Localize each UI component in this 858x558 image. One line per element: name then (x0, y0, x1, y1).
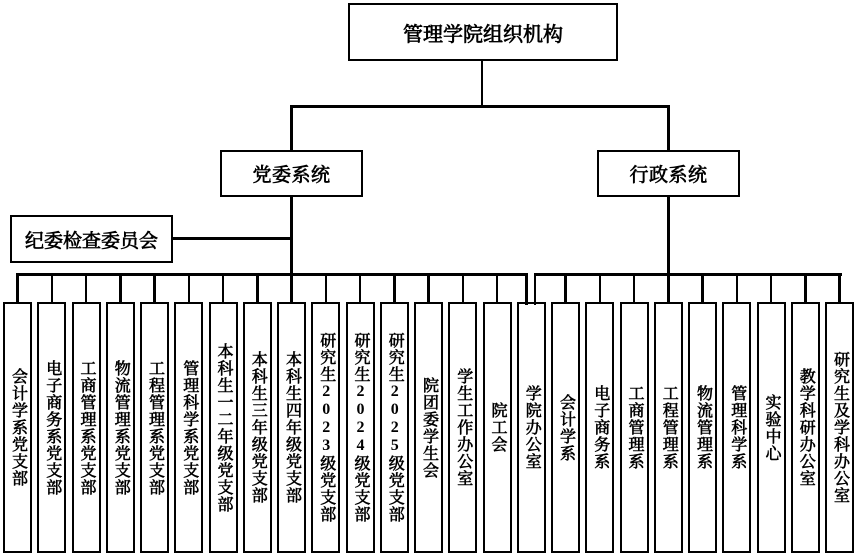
org-root-label: 管理学院组织机构 (403, 23, 563, 46)
connector-leaf-drop (222, 273, 225, 305)
org-unit-label: 研究生2025级党支部 (386, 332, 404, 523)
org-discipline-committee-box (10, 215, 173, 263)
connector-party-upper (290, 105, 293, 151)
org-unit-box-party (448, 302, 477, 553)
connector-leaf-drop (770, 273, 773, 305)
connector-leaf-drop (153, 273, 156, 305)
org-unit-label: 本科生三年级党支部 (249, 351, 267, 504)
connector-leaf-drop (16, 273, 19, 305)
connector-branch-bus (290, 105, 670, 108)
connector-leaf-drop (359, 273, 362, 305)
org-unit-box-party (483, 302, 512, 553)
org-unit-box-party (174, 302, 203, 553)
connector-root-stem (481, 61, 484, 106)
org-unit-box-admin (517, 302, 546, 553)
org-unit-label: 研究生2023级党支部 (317, 332, 335, 523)
org-unit-box-party (140, 302, 169, 553)
org-unit-box-party (106, 302, 135, 553)
org-unit-box-party (380, 302, 409, 553)
org-unit-box-admin (585, 302, 614, 553)
connector-leaf-drop (736, 273, 739, 305)
connector-party-bus-end-drop (525, 273, 528, 305)
connector-admin-upper (667, 105, 670, 151)
connector-leaf-drop (667, 273, 670, 305)
org-unit-label: 电子商务系 (591, 385, 609, 470)
org-unit-box-party (346, 302, 375, 553)
org-unit-label: 管理科学系党支部 (180, 359, 198, 496)
connector-leaf-drop (838, 273, 841, 305)
org-unit-label: 研究生及学科办公室 (831, 351, 849, 504)
connector-party-bus (16, 273, 527, 276)
org-discipline-committee-label: 纪委检查委员会 (24, 230, 158, 252)
org-unit-label: 工商管理系党支部 (78, 359, 95, 496)
connector-leaf-drop (325, 273, 328, 305)
org-unit-label: 管理科学系 (728, 385, 746, 470)
org-unit-box-admin (791, 302, 820, 553)
org-unit-box-party (311, 302, 340, 553)
org-unit-label: 实验中心 (763, 393, 780, 462)
connector-leaf-drop (51, 273, 54, 305)
org-unit-box-party (414, 302, 443, 553)
org-unit-label: 物流管理系 (694, 385, 712, 470)
org-unit-label: 教学科研办公室 (797, 368, 815, 487)
org-unit-label: 电子商务系党支部 (43, 359, 61, 496)
connector-admin-bus-end-drop (534, 273, 537, 305)
connector-discipline-link (172, 237, 292, 240)
org-unit-label: 院工会 (489, 402, 506, 453)
org-admin-branch-box (597, 150, 740, 197)
org-unit-label: 会计学系 (557, 393, 575, 462)
org-unit-label: 研究生2024级党支部 (352, 332, 369, 523)
connector-leaf-drop (804, 273, 807, 305)
org-unit-box-admin (722, 302, 751, 553)
org-unit-box-admin (688, 302, 717, 553)
connector-leaf-drop (119, 273, 122, 305)
connector-leaf-drop (290, 273, 293, 305)
org-unit-box-party (37, 302, 66, 553)
connector-leaf-drop (393, 273, 396, 305)
org-unit-label: 会计学系党支部 (9, 368, 27, 487)
org-unit-label: 工程管理系 (660, 385, 678, 470)
org-unit-label: 学院办公室 (523, 385, 541, 470)
org-unit-box-party (243, 302, 272, 553)
org-unit-box-admin (757, 302, 786, 553)
connector-leaf-drop (427, 273, 430, 305)
connector-leaf-drop (564, 273, 567, 305)
org-unit-label: 物流管理系党支部 (112, 359, 130, 496)
org-unit-label: 工商管理系 (626, 385, 643, 470)
org-party-branch-label: 党委系统 (252, 165, 331, 186)
connector-leaf-drop (599, 273, 602, 305)
connector-leaf-drop (256, 273, 259, 305)
org-unit-label: 院团委学生会 (420, 376, 438, 479)
org-unit-box-admin (654, 302, 683, 553)
org-unit-box-admin (551, 302, 580, 553)
org-unit-label: 学生工作办公室 (454, 368, 472, 487)
connector-admin-bus (534, 273, 843, 276)
org-unit-label: 本科生四年级党支部 (283, 351, 301, 504)
connector-leaf-drop (701, 273, 704, 305)
org-admin-branch-label: 行政系统 (629, 165, 708, 186)
org-unit-box-party (209, 302, 238, 553)
org-unit-box-party (3, 302, 32, 553)
org-unit-box-party (72, 302, 101, 553)
org-unit-box-admin (825, 302, 854, 553)
org-unit-box-party (277, 302, 306, 553)
connector-leaf-drop (496, 273, 499, 305)
org-party-branch-box (220, 150, 363, 197)
connector-leaf-drop (85, 273, 88, 305)
org-unit-box-admin (620, 302, 649, 553)
org-root-box (348, 3, 618, 61)
connector-leaf-drop (633, 273, 636, 305)
connector-leaf-drop (462, 273, 465, 305)
connector-leaf-drop (188, 273, 191, 305)
org-unit-label: 工程管理系党支部 (146, 359, 164, 496)
org-unit-label: 本科生一二年级党支部 (215, 342, 232, 513)
